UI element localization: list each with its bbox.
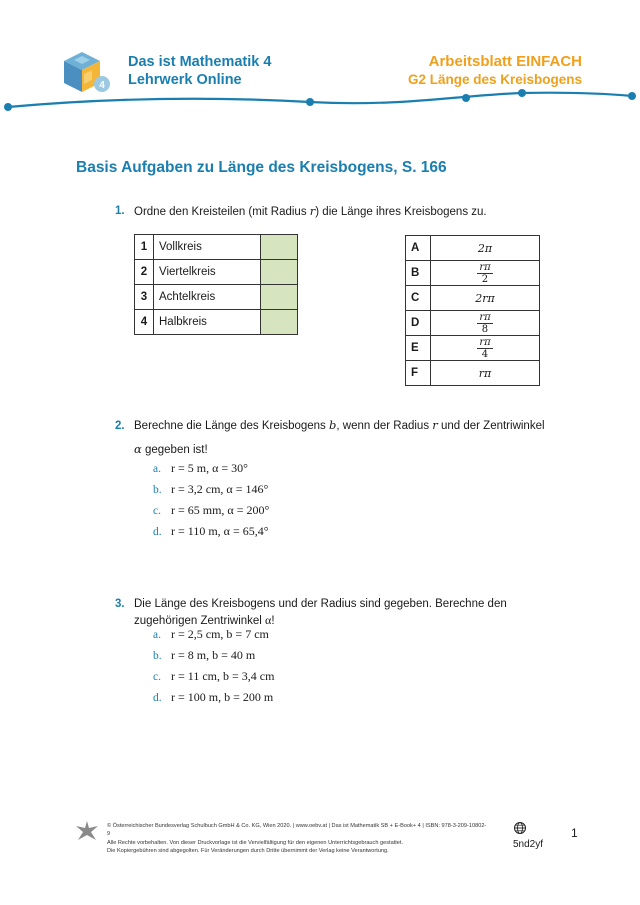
q2-text-part: und der Zentriwinkel (437, 420, 545, 432)
answer-cell[interactable] (261, 260, 298, 285)
item-letter: d. (153, 692, 162, 704)
header-worksheet-title (408, 53, 582, 89)
q3-text-part: ! (271, 615, 275, 627)
item-letter: c. (153, 505, 161, 517)
row-number: 3 (135, 285, 154, 310)
fraction (477, 312, 492, 335)
option-letter: E (406, 336, 431, 361)
header-series-title (128, 53, 271, 89)
q2-items (153, 458, 269, 542)
list-item (153, 624, 274, 645)
globe-icon[interactable] (513, 821, 527, 835)
list-item (153, 521, 269, 542)
table-row (406, 311, 540, 336)
answer-cell[interactable] (261, 285, 298, 310)
list-item (153, 645, 274, 666)
q1-text-after: ) die Länge ihres Kreisbogens zu. (315, 206, 487, 218)
arc-length-value: 2rπ (431, 286, 540, 311)
arc-length-value: 2π (431, 236, 540, 261)
item-letter: b. (153, 650, 162, 662)
q2-var-b: b (329, 418, 337, 432)
header-title-line2: Lehrwerk Online (128, 72, 242, 88)
footer-line3: Die Kopiergebühren sind abgegolten. Für Veränderungen durch Dritte übernimmt der Verlag keine Verantwortung. (107, 847, 389, 854)
publisher-star-icon (74, 820, 100, 842)
fraction (477, 337, 492, 360)
table-row (406, 336, 540, 361)
table-row (135, 310, 298, 335)
table-row (406, 261, 540, 286)
circle-part-label: Viertelkreis (154, 260, 261, 285)
page-title: Basis Aufgaben zu Länge des Kreisbogens, S. 166 (76, 159, 447, 176)
item-text: r = 65 mm, α = 200° (171, 503, 270, 517)
q3-items (153, 624, 274, 708)
list-item (153, 479, 269, 500)
item-text: r = 8 m, b = 40 m (171, 648, 256, 662)
table-row (406, 361, 540, 386)
fraction-numerator: rπ (479, 336, 491, 348)
header-title-line1: Das ist Mathematik 4 (128, 54, 272, 70)
q3-line1: Die Länge des Kreisbogens und der Radius sind gegeben. Berechne den (134, 598, 507, 610)
list-item (153, 687, 274, 708)
table-row (135, 260, 298, 285)
q1-left-table (134, 234, 298, 335)
footer-line2: Alle Rechte vorbehalten. Von dieser Druckvorlage ist die Vervielfältigung für den eigenen Unterrichtsgebrauch gestattet. (107, 839, 404, 846)
fraction-denominator: 4 (481, 348, 489, 360)
q1-text (134, 200, 487, 224)
item-letter: a. (153, 463, 161, 475)
fraction (477, 262, 492, 285)
q2-number: 2. (115, 420, 125, 432)
page-number: 1 (571, 826, 578, 840)
q1-text-before: Ordne den Kreisteilen (mit Radius (134, 206, 310, 218)
q1-number: 1. (115, 205, 125, 217)
option-letter: C (406, 286, 431, 311)
item-text: r = 5 m, α = 30° (171, 461, 248, 475)
answer-cell[interactable] (261, 235, 298, 260)
footer-line1: © Österreichischer Bundesverlag Schulbuch GmbH & Co. KG, Wien 2020. | www.oebv.at | Das ist Mathematik SB + E-Book+ 4 | ISBN: 978-3-209-10802-9 (107, 823, 487, 838)
item-letter: a. (153, 629, 161, 641)
worksheet-level: Arbeitsblatt EINFACH (428, 53, 582, 70)
q2-text-part: gegeben ist! (141, 444, 208, 456)
list-item (153, 500, 269, 521)
arc-length-value (431, 261, 540, 286)
item-letter: d. (153, 526, 162, 538)
item-text: r = 2,5 cm, b = 7 cm (171, 627, 269, 641)
q2-text-part: , wenn der Radius (336, 420, 433, 432)
arc-length-value (431, 336, 540, 361)
q2-text (134, 414, 545, 462)
footer-copyright (107, 822, 487, 855)
circle-part-label: Halbkreis (154, 310, 261, 335)
q3-number: 3. (115, 598, 125, 610)
q2-line1 (134, 414, 545, 438)
item-text: r = 100 m, b = 200 m (171, 690, 274, 704)
row-number: 1 (135, 235, 154, 260)
table-row (135, 235, 298, 260)
item-letter: b. (153, 484, 162, 496)
fraction-numerator: rπ (479, 311, 491, 323)
option-letter: A (406, 236, 431, 261)
answer-cell[interactable] (261, 310, 298, 335)
arc-length-value: rπ (431, 361, 540, 386)
circle-part-label: Achtelkreis (154, 285, 261, 310)
logo-digit: 4 (99, 80, 105, 91)
option-letter: B (406, 261, 431, 286)
list-item (153, 666, 274, 687)
option-letter: F (406, 361, 431, 386)
item-text: r = 3,2 cm, α = 146° (171, 482, 269, 496)
row-number: 4 (135, 310, 154, 335)
arc-length-value (431, 311, 540, 336)
fraction-numerator: rπ (479, 261, 491, 273)
q2-var-alpha: α (134, 442, 142, 456)
table-row (135, 285, 298, 310)
online-code[interactable]: 5nd2yf (513, 839, 544, 850)
q2-text-part: Berechne die Länge des Kreisbogens (134, 420, 330, 432)
q2-var-r: r (432, 418, 438, 432)
option-letter: D (406, 311, 431, 336)
worksheet-topic: G2 Länge des Kreisbogens (407, 72, 582, 87)
fraction-denominator: 8 (481, 323, 489, 335)
item-text: r = 110 m, α = 65,4° (171, 524, 269, 538)
row-number: 2 (135, 260, 154, 285)
list-item (153, 458, 269, 479)
table-row (406, 236, 540, 261)
fraction-denominator: 2 (481, 273, 489, 285)
q3-var-alpha: α (265, 613, 272, 627)
item-letter: c. (153, 671, 161, 683)
q1-right-table (405, 235, 540, 386)
q3-text-part: zugehörigen Zentriwinkel (134, 615, 266, 627)
q1-var-r: r (309, 204, 316, 218)
header-divider-line (0, 85, 640, 115)
circle-part-label: Vollkreis (154, 235, 261, 260)
table-row (406, 286, 540, 311)
item-text: r = 11 cm, b = 3,4 cm (171, 669, 275, 683)
